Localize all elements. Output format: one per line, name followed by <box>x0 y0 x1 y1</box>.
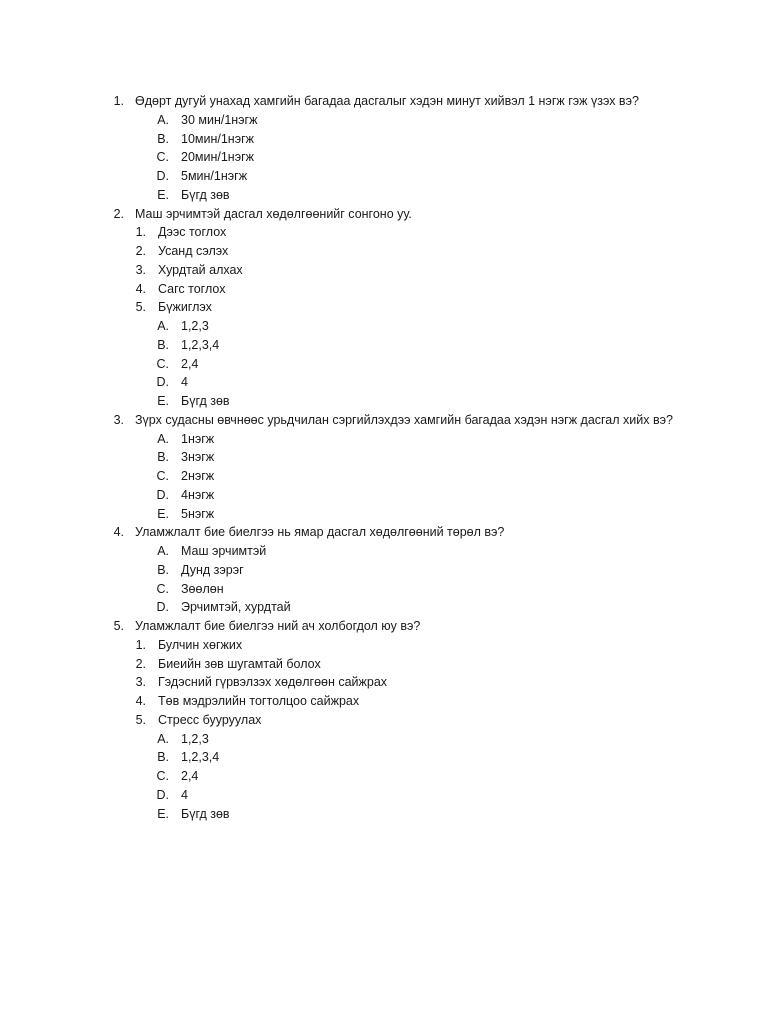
statement-item-number: 3. <box>135 262 146 277</box>
answer-option-number: C. <box>156 356 169 371</box>
answer-option-number: B. <box>157 750 169 765</box>
answer-option-text: Бүгд зөв <box>181 394 230 408</box>
answer-option <box>0 448 768 467</box>
answer-option <box>0 167 768 186</box>
answer-option <box>0 767 768 786</box>
answer-option <box>0 130 768 149</box>
question-text: Уламжлалт бие биелгээ ний ач холбогдол юу вэ? <box>135 619 421 633</box>
question <box>0 523 768 542</box>
answer-option-number: D. <box>156 169 169 183</box>
answer-option-text: 2нэгж <box>181 469 215 483</box>
statement-item-number: 1. <box>135 225 146 240</box>
answer-option-number: E. <box>157 806 169 821</box>
answer-option-number: B. <box>157 131 169 146</box>
statement-item-text: Хурдтай алхах <box>158 262 243 277</box>
answer-option-text: 1,2,3,4 <box>181 750 220 765</box>
document-page <box>0 92 768 823</box>
answer-option-text: 30 мин/1нэгж <box>181 112 258 127</box>
answer-option <box>0 186 768 205</box>
question-text: Уламжлалт бие биелгээ нь ямар дасгал хөдөлгөөний төрөл вэ? <box>135 525 505 540</box>
answer-option <box>0 486 768 505</box>
statement-item-text: Стресс бууруулах <box>158 712 262 727</box>
answer-option-text: 1,2,3 <box>181 731 209 746</box>
answer-option-text: 20мин/1нэгж <box>181 150 255 165</box>
answer-option <box>0 355 768 374</box>
question-number: 4. <box>113 525 124 540</box>
answer-option-text: 3нэгж <box>181 450 215 465</box>
answer-option-text: Бүгд зөв <box>181 806 230 821</box>
answer-option <box>0 392 768 411</box>
statement-item <box>0 298 768 317</box>
statement-item-text: Биеийн зөв шугамтай болох <box>158 656 321 671</box>
statement-item-number: 5. <box>135 300 146 315</box>
answer-option-number: A. <box>157 112 169 127</box>
answer-option-text: 5нэгж <box>181 506 215 521</box>
question-text: Зүрх судасны өвчнөөс урьдчилан сэргийлэхдээ хамгийн багадаа хэдэн нэгж дасгал хийх вэ? <box>135 412 673 427</box>
answer-option-number: E. <box>157 394 169 408</box>
statement-item-number: 4. <box>135 694 146 708</box>
answer-option-number: D. <box>156 375 169 390</box>
answer-option-number: C. <box>156 581 169 596</box>
answer-option-number: E. <box>157 187 169 202</box>
answer-option-number: C. <box>156 769 169 783</box>
answer-option-text: Маш эрчимтэй <box>181 544 267 558</box>
answer-option <box>0 111 768 130</box>
answer-option-text: 2,4 <box>181 356 199 371</box>
question-number: 5. <box>113 619 124 633</box>
answer-option-number: C. <box>156 469 169 483</box>
answer-option <box>0 598 768 617</box>
answer-option-text: 1нэгж <box>181 431 215 446</box>
answer-option <box>0 336 768 355</box>
statement-item-text: Дээс тоглох <box>158 225 227 240</box>
statement-item <box>0 673 768 692</box>
statement-item-text: Бүжиглэх <box>158 300 212 315</box>
answer-option <box>0 373 768 392</box>
answer-option-number: B. <box>157 337 169 352</box>
answer-option-number: D. <box>156 600 169 615</box>
answer-option-number: B. <box>157 562 169 577</box>
answer-option <box>0 730 768 749</box>
answer-option-text: 2,4 <box>181 769 199 783</box>
answer-option-number: D. <box>156 787 169 802</box>
answer-option <box>0 580 768 599</box>
question-number: 3. <box>113 412 124 427</box>
answer-option-number: B. <box>157 450 169 465</box>
question-text: Өдөрт дугуй унахад хамгийн багадаа дасгалыг хэдэн минут хийвэл 1 нэгж гэж үзэх вэ? <box>135 94 639 108</box>
statement-item-text: Гэдэсний гүрвэлзэх хөдөлгөөн сайжрах <box>158 675 388 690</box>
statement-item-number: 5. <box>135 712 146 727</box>
question <box>0 205 768 224</box>
question <box>0 411 768 430</box>
statement-item <box>0 242 768 261</box>
statement-item <box>0 261 768 280</box>
answer-option <box>0 748 768 767</box>
answer-option <box>0 148 768 167</box>
answer-option-text: Зөөлөн <box>181 581 224 596</box>
answer-option-number: A. <box>157 731 169 746</box>
answer-option <box>0 561 768 580</box>
answer-option-text: 1,2,3,4 <box>181 337 220 352</box>
statement-item <box>0 655 768 674</box>
answer-option-number: C. <box>156 150 169 165</box>
statement-item-text: Усанд сэлэх <box>158 244 229 258</box>
statement-item-text: Булчин хөгжих <box>158 637 243 652</box>
question-number: 2. <box>113 206 124 221</box>
answer-option-number: A. <box>157 431 169 446</box>
answer-option <box>0 786 768 805</box>
answer-option-number: E. <box>157 506 169 521</box>
answer-option <box>0 467 768 486</box>
question-text: Маш эрчимтэй дасгал хөдөлгөөнийг сонгоно уу. <box>135 206 412 221</box>
answer-option <box>0 505 768 524</box>
answer-option-number: A. <box>157 544 169 558</box>
answer-option-text: 4 <box>181 375 188 390</box>
question-number: 1. <box>113 94 124 108</box>
answer-option-text: 4 <box>181 787 188 802</box>
answer-option-text: Дунд зэрэг <box>181 562 244 577</box>
statement-item <box>0 223 768 242</box>
answer-option-text: 1,2,3 <box>181 319 209 333</box>
statement-item-number: 3. <box>135 675 146 690</box>
answer-option-number: D. <box>156 487 169 502</box>
statement-item <box>0 711 768 730</box>
answer-option-text: 5мин/1нэгж <box>181 169 248 183</box>
answer-option <box>0 430 768 449</box>
answer-option-text: Эрчимтэй, хурдтай <box>181 600 291 615</box>
statement-item-text: Төв мэдрэлийн тогтолцоо сайжрах <box>158 694 360 708</box>
statement-item <box>0 636 768 655</box>
statement-item-number: 2. <box>135 244 146 258</box>
answer-option <box>0 805 768 824</box>
answer-option-text: Бүгд зөв <box>181 187 230 202</box>
question <box>0 617 768 636</box>
answer-option-text: 10мин/1нэгж <box>181 131 255 146</box>
answer-option-text: 4нэгж <box>181 487 215 502</box>
statement-item <box>0 280 768 299</box>
answer-option-number: A. <box>157 319 169 333</box>
statement-item-number: 1. <box>135 637 146 652</box>
statement-item-number: 2. <box>135 656 146 671</box>
statement-item-text: Сагс тоглох <box>158 281 226 296</box>
answer-option <box>0 317 768 336</box>
statement-item-number: 4. <box>135 281 146 296</box>
statement-item <box>0 692 768 711</box>
answer-option <box>0 542 768 561</box>
question <box>0 92 768 111</box>
